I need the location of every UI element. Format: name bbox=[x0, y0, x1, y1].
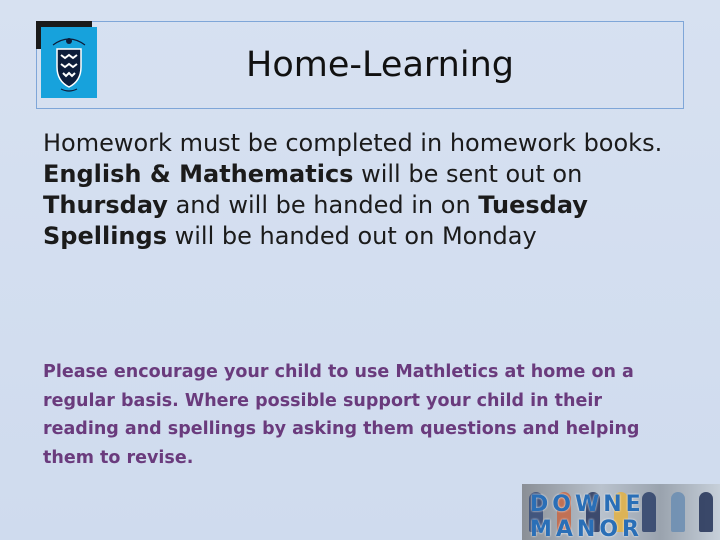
parent-note: Please encourage your child to use Mathletics at home on a regular basis. Where possible support your child in their reading and spellings by asking them questions and helping them to revise. bbox=[43, 362, 640, 468]
bold-text: Spellings bbox=[43, 222, 167, 250]
text-run: will be handed out on Monday bbox=[166, 222, 537, 250]
body-line bbox=[43, 128, 683, 159]
school-crest-logo bbox=[41, 27, 97, 98]
body-line bbox=[43, 221, 683, 252]
title-box bbox=[36, 21, 684, 109]
slide-title: Home-Learning bbox=[246, 45, 514, 85]
bold-text: Thursday bbox=[43, 191, 168, 219]
children-photo bbox=[522, 484, 720, 540]
body-line bbox=[43, 159, 683, 221]
bold-text: English & Mathematics bbox=[43, 160, 354, 188]
text-run: will be sent out on bbox=[353, 160, 583, 188]
bold-text: Tuesday bbox=[478, 191, 588, 219]
text-run: and will be handed in on bbox=[167, 191, 479, 219]
photo-caption: DOWNE MANOR bbox=[530, 492, 645, 540]
crest-icon bbox=[41, 27, 97, 98]
text-run: Homework must be completed in homework books. bbox=[43, 129, 663, 157]
main-text bbox=[43, 128, 683, 252]
